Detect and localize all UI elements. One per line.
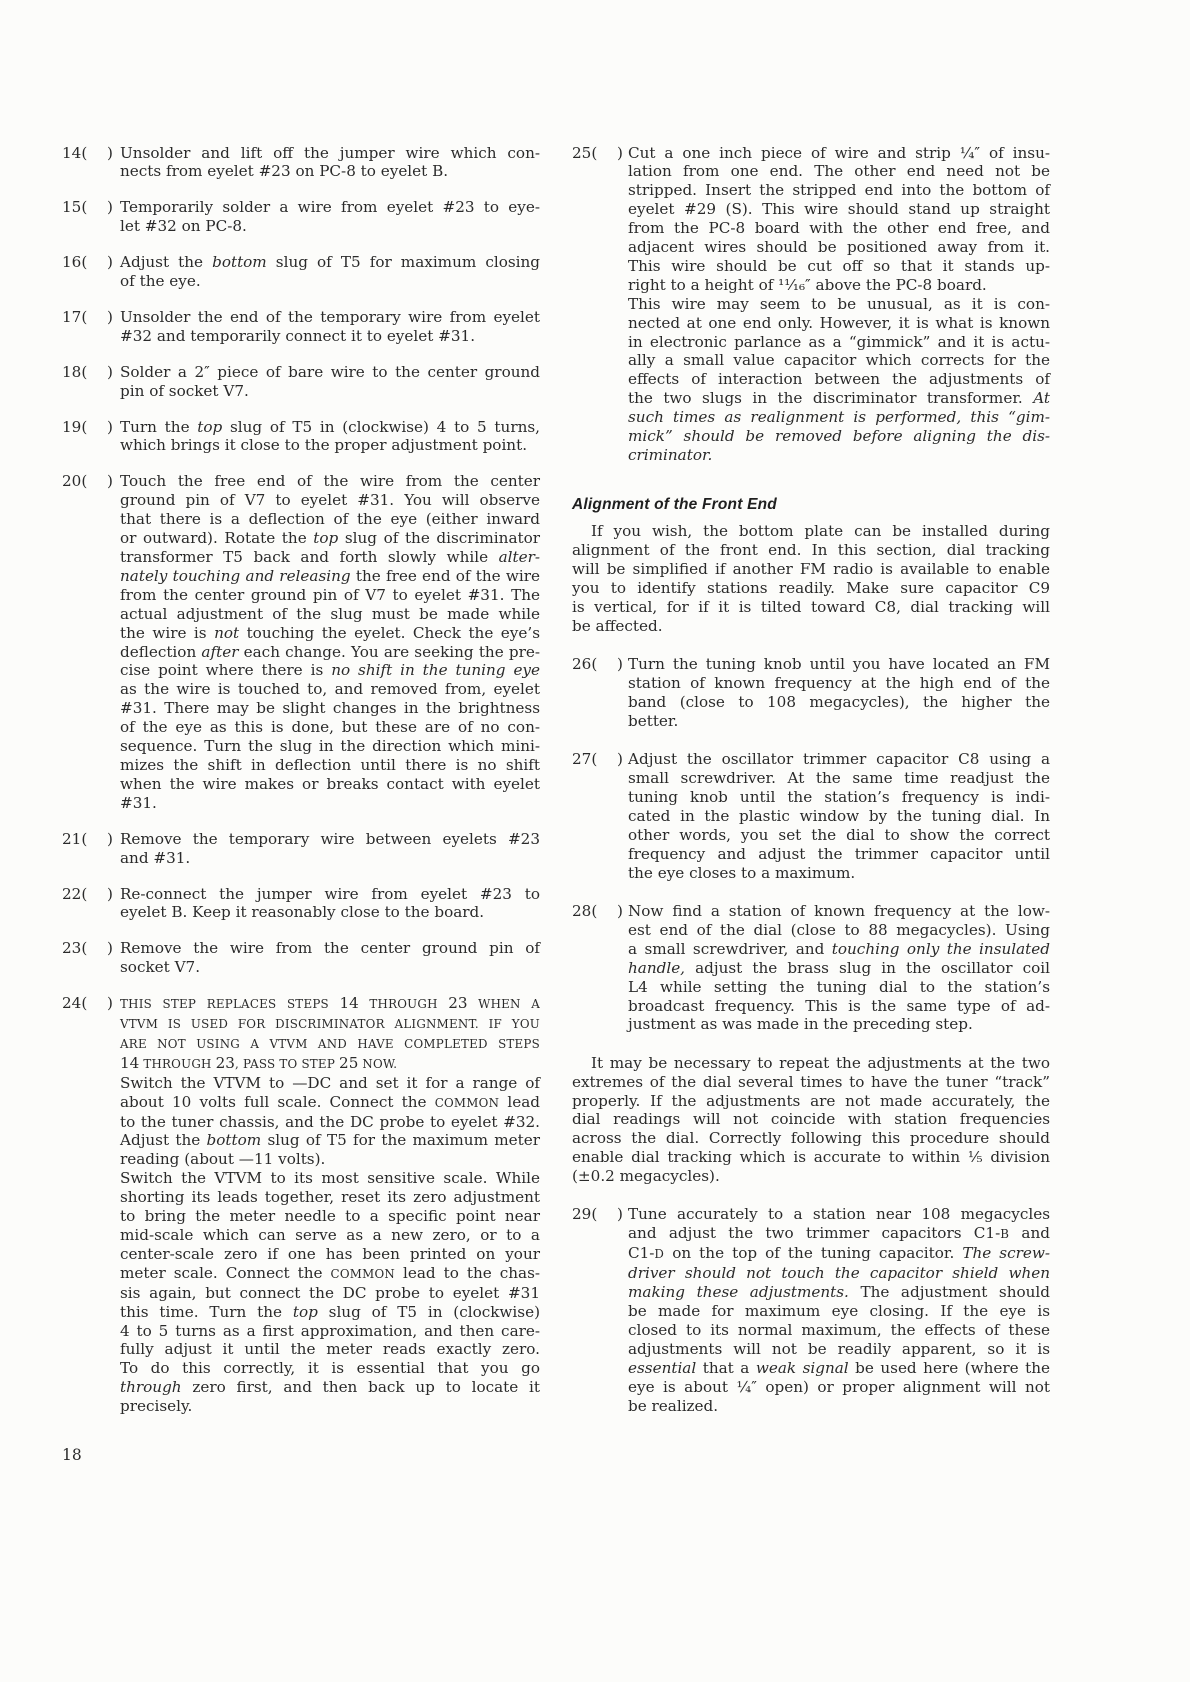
- text-segment: lead: [499, 1092, 541, 1111]
- paragraph: [120, 363, 540, 401]
- text-line: Now find a station of known frequency at the low-: [628, 901, 1050, 920]
- step-number: 21(: [62, 829, 88, 848]
- text-line: extremes of the dial several times to have the tuner “track”: [572, 1072, 1050, 1091]
- text-line: be realized.: [628, 1396, 719, 1415]
- text-line: adjacent wires should be positioned away from it.: [628, 238, 1050, 257]
- text-line: [628, 1244, 1050, 1264]
- checkbox-close-mark: ): [107, 829, 113, 848]
- text-segment: 14: [339, 994, 359, 1013]
- step-item: [62, 939, 540, 977]
- text-line: mid-scale which can serve as a new zero, or to a: [120, 1226, 540, 1244]
- small-caps-text: NOW.: [358, 1056, 398, 1071]
- paragraph: [120, 308, 540, 346]
- step-item: [62, 472, 540, 812]
- text-line: from the center ground pin of V7 to eyelet #31. The: [120, 585, 540, 604]
- text-line: sequence. Turn the slug in the direction which mini-: [120, 737, 540, 756]
- text-line: as the wire is touched to, and removed from, eyelet: [120, 680, 540, 699]
- text-line: [120, 624, 540, 643]
- text-line: [120, 1264, 540, 1284]
- text-line: fully adjust it until the meter reads exactly zero.: [120, 1340, 540, 1359]
- text-line: justment as was made in the preceding step.: [628, 1015, 973, 1034]
- step-number: 20(: [62, 472, 88, 491]
- paragraph-text: [572, 522, 1050, 635]
- text-line: of the eye.: [120, 272, 201, 291]
- step-item: [572, 1205, 1050, 1415]
- text-line: let #32 on PC-8.: [120, 217, 247, 236]
- text-segment: slug of T5 for the maximum meter: [261, 1131, 540, 1150]
- checkbox-close-mark: ): [107, 939, 113, 958]
- text-line: that there is a deflection of the eye (either inward: [120, 510, 540, 529]
- small-caps-text: THROUGH: [358, 997, 449, 1012]
- step-item: [62, 830, 540, 868]
- text-line: better.: [628, 711, 679, 730]
- step-number: 26(: [572, 655, 598, 674]
- paragraph: [572, 1054, 1050, 1186]
- paragraph: [628, 1205, 1050, 1415]
- paragraph: [120, 253, 540, 291]
- text-line: #31.: [120, 793, 157, 812]
- italic-text: after: [201, 642, 239, 661]
- step-number: 28(: [572, 901, 598, 920]
- text-line: be affected.: [572, 616, 663, 635]
- text-line: 4 to 5 turns as a first approximation, and then care-: [120, 1321, 540, 1340]
- text-segment: 23: [215, 1053, 235, 1072]
- text-line: center-scale zero if one has been printed on your: [120, 1244, 540, 1263]
- step-number: 27(: [572, 750, 598, 769]
- step-text: [628, 655, 1050, 731]
- text-line: Adjust the oscillator trimmer capacitor C8 using a: [628, 750, 1050, 769]
- text-line: [628, 446, 1050, 465]
- text-line: across the dial. Correctly following this procedure should: [572, 1129, 1050, 1148]
- paragraph: [120, 830, 540, 868]
- text-segment: lead to the chas-: [395, 1263, 540, 1282]
- italic-text: not: [214, 623, 240, 642]
- text-line: frequency and adjust the trimmer capacitor until: [628, 844, 1050, 863]
- text-line: alignment of the front end. In this section, dial tracking: [572, 541, 1050, 560]
- small-caps-text: B: [1000, 1227, 1010, 1242]
- italic-text: touching only the insulated: [831, 939, 1050, 958]
- text-line: reading (about —11 volts).: [120, 1150, 326, 1169]
- text-line: [120, 1054, 540, 1074]
- text-line: [120, 1034, 540, 1054]
- paragraph: [572, 522, 1050, 635]
- text-line: Switch the VTVM to its most sensitive scale. While: [120, 1169, 540, 1188]
- step-text: [120, 472, 540, 812]
- step-number: 29(: [572, 1205, 598, 1224]
- text-segment: The adjustment should: [848, 1283, 1050, 1302]
- step-item: [62, 363, 540, 401]
- text-segment: or outward). Rotate the: [120, 529, 314, 548]
- checkbox-close-mark: ): [107, 884, 113, 903]
- text-line: ally a small value capacitor which corrects for the: [628, 351, 1050, 370]
- text-line: closed to its normal maximum, the effects of these: [628, 1320, 1050, 1339]
- text-line: Unsolder the end of the temporary wire from eyelet: [120, 307, 540, 326]
- text-line: of the eye as this is done, but these are of no con-: [120, 718, 540, 737]
- step-number: 22(: [62, 884, 88, 903]
- text-line: Unsolder and lift off the jumper wire which con-: [120, 143, 540, 162]
- text-line: ground pin of V7 to eyelet #31. You will observe: [120, 491, 540, 510]
- step-number: 25(: [572, 143, 598, 162]
- step-text: [120, 418, 540, 456]
- step-number: 19(: [62, 417, 88, 436]
- paragraph: [120, 144, 540, 182]
- text-line: right to a height of ¹¹⁄₁₆″ above the PC-8 board.: [628, 275, 987, 294]
- text-line: lation from one end. The other end need not be: [628, 162, 1050, 181]
- text-line: to the tuner chassis, and the DC probe to eyelet #32.: [120, 1112, 540, 1131]
- step-text: [120, 308, 540, 346]
- page-number: 18: [62, 1446, 82, 1464]
- step-item: [572, 902, 1050, 1034]
- text-line: est end of the dial (close to 88 megacycles). Using: [628, 920, 1050, 939]
- italic-text: no shift in the tuning eye: [331, 661, 540, 680]
- step-text: [120, 994, 540, 1416]
- text-line: Cut a one inch piece of wire and strip ¼″ of insu-: [628, 143, 1050, 162]
- checkbox-close-mark: ): [107, 307, 113, 326]
- step-text: [120, 939, 540, 977]
- text-line: [120, 1131, 540, 1150]
- text-segment: Adjust the: [120, 1131, 207, 1150]
- text-line: small screwdriver. At the same time readjust the: [628, 769, 1050, 788]
- checkbox-close-mark: ): [107, 198, 113, 217]
- paragraph: [120, 994, 540, 1074]
- text-line: eyelet B. Keep it reasonably close to the board.: [120, 903, 485, 922]
- italic-text: making these adjustments.: [628, 1283, 849, 1302]
- checkbox-close-mark: ): [107, 143, 113, 162]
- step-item: [572, 655, 1050, 731]
- step-number: 23(: [62, 939, 88, 958]
- paragraph: [120, 198, 540, 236]
- text-line: and #31.: [120, 848, 191, 867]
- text-line: broadcast frequency. This is the same type of ad-: [628, 996, 1050, 1015]
- italic-text: top: [292, 1302, 318, 1321]
- italic-text: driver should not touch the capacitor shield when: [628, 1264, 1050, 1283]
- text-line: nects from eyelet #23 on PC-8 to eyelet B.: [120, 162, 449, 181]
- text-line: dial readings will not coincide with station frequencies: [572, 1110, 1050, 1129]
- text-line: cated in the plastic window by the tuning dial. In: [628, 806, 1050, 825]
- small-caps-text: VTVM IS USED FOR DISCRIMINATOR ALIGNMENT. IF YOU: [120, 1017, 540, 1032]
- text-line: you to identify stations readily. Make sure capacitor C9: [572, 579, 1050, 598]
- text-line: Temporarily solder a wire from eyelet #23 to eye-: [120, 198, 540, 217]
- paragraph-block: [572, 522, 1050, 635]
- small-caps-text: WHEN A: [467, 997, 540, 1012]
- text-line: enable dial tracking which is accurate to within ⅕ division: [572, 1148, 1050, 1167]
- paragraph-block: [572, 1054, 1050, 1186]
- step-number: 24(: [62, 994, 88, 1013]
- paragraph: [628, 655, 1050, 731]
- text-line: sis again, but connect the DC probe to eyelet #31: [120, 1283, 540, 1302]
- text-line: is vertical, for if it is tilted toward C8, dial tracking will: [572, 598, 1050, 617]
- text-line: [120, 1093, 540, 1113]
- step-number: 16(: [62, 253, 88, 272]
- italic-text: such times as realignment is performed, this “gim-: [628, 408, 1050, 427]
- small-caps-text: THIS STEP REPLACES STEPS: [120, 997, 340, 1012]
- text-line: [628, 1359, 1050, 1378]
- paragraph: [628, 750, 1050, 882]
- paragraph: [628, 295, 1050, 465]
- italic-text: criminator.: [628, 446, 713, 464]
- text-segment: cise point where there is: [120, 661, 332, 680]
- text-segment: slug of T5 in (clockwise): [317, 1302, 540, 1321]
- text-segment: slug of T5 in (clockwise) 4 to 5 turns,: [222, 417, 540, 436]
- text-segment: a small screwdriver, and: [628, 939, 832, 958]
- italic-text: mick” should be removed before aligning the dis-: [628, 427, 1050, 446]
- text-segment: each change. You are seeking the pre-: [238, 642, 540, 661]
- step-item: [572, 144, 1050, 465]
- small-caps-text: COMMON: [330, 1266, 396, 1281]
- step-text: [120, 198, 540, 236]
- paragraph: [120, 885, 540, 923]
- text-line: [120, 643, 540, 662]
- text-line: #32 and temporarily connect it to eyelet #31.: [120, 326, 476, 345]
- text-line: Switch the VTVM to —DC and set it for a range of: [120, 1073, 540, 1092]
- step-text: [628, 750, 1050, 882]
- italic-text: through: [120, 1378, 182, 1397]
- italic-text: nately touching and releasing: [120, 566, 351, 585]
- step-item: [62, 198, 540, 236]
- text-line: [628, 389, 1050, 408]
- step-text: [120, 363, 540, 401]
- text-line: Tune accurately to a station near 108 megacycles: [628, 1205, 1050, 1224]
- text-line: Re-connect the jumper wire from eyelet #23 to: [120, 884, 540, 903]
- text-line: adjustments will not be readily apparent, so it is: [628, 1339, 1050, 1358]
- text-line: Solder a 2″ piece of bare wire to the center ground: [120, 362, 540, 381]
- italic-text: essential: [628, 1358, 697, 1377]
- text-line: station of known frequency at the high end of the: [628, 674, 1050, 693]
- checkbox-close-mark: ): [107, 472, 113, 491]
- text-line: nected at one end only. However, it is what is known: [628, 313, 1050, 332]
- paragraph: [628, 144, 1050, 295]
- italic-text: bottom: [206, 1131, 262, 1150]
- text-segment: adjust the brass slug in the oscillator coil: [685, 958, 1050, 977]
- italic-text: The screw-: [962, 1244, 1050, 1263]
- step-text: [120, 144, 540, 182]
- text-line: [120, 1303, 540, 1322]
- checkbox-close-mark: ): [617, 143, 623, 162]
- text-segment: C1-: [628, 1244, 655, 1263]
- text-line: to bring the meter needle to a specific point near: [120, 1207, 540, 1226]
- text-line: which brings it close to the proper adjustment point.: [120, 436, 528, 455]
- text-segment: meter scale. Connect the: [120, 1263, 331, 1282]
- text-segment: zero first, and then back up to locate it: [181, 1378, 540, 1397]
- text-line: mizes the shift in deflection until there is no shift: [120, 755, 540, 774]
- text-segment: be used here (where the: [848, 1358, 1050, 1377]
- text-segment: on the top of the tuning capacitor.: [664, 1244, 963, 1263]
- text-segment: that a: [696, 1358, 756, 1377]
- paragraph-text: [572, 1054, 1050, 1186]
- text-line: [120, 418, 540, 437]
- text-segment: the wire is: [120, 623, 215, 642]
- small-caps-text: COMMON: [434, 1095, 500, 1110]
- left-column: [62, 144, 540, 1417]
- text-line: This wire should be cut off so that it stands up-: [628, 256, 1050, 275]
- text-line: stripped. Insert the stripped end into the bottom of: [628, 181, 1050, 200]
- text-line: be made for maximum eye closing. If the eye is: [628, 1301, 1050, 1320]
- step-text: [120, 830, 540, 868]
- italic-text: bottom: [212, 253, 267, 272]
- italic-text: top: [313, 529, 339, 548]
- text-line: It may be necessary to repeat the adjustments at the two: [591, 1053, 1050, 1072]
- text-segment: slug of T5 for maximum closing: [266, 253, 540, 272]
- text-line: [628, 1224, 1050, 1244]
- text-line: socket V7.: [120, 958, 201, 977]
- text-line: [628, 1264, 1050, 1283]
- text-line: [120, 529, 540, 548]
- step-text: [628, 902, 1050, 1034]
- right-column: [572, 144, 1050, 1416]
- text-line: [120, 1014, 540, 1034]
- section-heading: Alignment of the Front End: [572, 496, 777, 514]
- text-line: [628, 1283, 1050, 1302]
- text-line: If you wish, the bottom plate can be installed during: [591, 522, 1050, 541]
- checkbox-close-mark: ): [107, 994, 113, 1013]
- text-line: shorting its leads together, reset its zero adjustment: [120, 1188, 540, 1207]
- text-line: [628, 408, 1050, 427]
- text-line: [120, 253, 540, 272]
- text-line: band (close to 108 megacycles), the higher the: [628, 693, 1050, 712]
- paragraph: [120, 1074, 540, 1170]
- text-line: when the wire makes or breaks contact with eyelet: [120, 774, 540, 793]
- text-segment: 23: [448, 994, 468, 1013]
- step-item: [62, 418, 540, 456]
- step-number: 15(: [62, 198, 88, 217]
- small-caps-text: THROUGH: [139, 1056, 216, 1071]
- text-segment: deflection: [120, 642, 202, 661]
- text-line: the eye closes to a maximum.: [628, 863, 856, 882]
- text-line: Touch the free end of the wire from the center: [120, 472, 540, 491]
- text-segment: and: [1009, 1224, 1050, 1243]
- italic-text: top: [197, 417, 223, 436]
- text-segment: slug of the discriminator: [338, 529, 541, 548]
- step-item: [62, 308, 540, 346]
- checkbox-close-mark: ): [617, 655, 623, 674]
- text-line: will be simplified if another FM radio is available to enable: [572, 560, 1050, 579]
- step-item: [62, 144, 540, 182]
- text-segment: and adjust the two trimmer capacitors C1-: [628, 1224, 1001, 1243]
- paragraph: [120, 418, 540, 456]
- text-line: L4 while setting the tuning dial to the station’s: [628, 977, 1050, 996]
- text-segment: 14: [120, 1053, 140, 1072]
- italic-text: alter-: [498, 548, 540, 566]
- text-line: eye is about ¼″ open) or proper alignment will not: [628, 1377, 1050, 1396]
- text-line: eyelet #29 (S). This wire should stand up straight: [628, 200, 1050, 219]
- checkbox-close-mark: ): [617, 750, 623, 769]
- text-line: from the PC-8 board with the other end free, and: [628, 219, 1050, 238]
- step-item: [62, 885, 540, 923]
- text-segment: the two slugs in the discriminator transformer.: [628, 389, 1034, 408]
- italic-text: handle,: [628, 958, 686, 977]
- text-line: Remove the temporary wire between eyelets #23: [120, 829, 540, 848]
- step-item: [572, 750, 1050, 882]
- small-caps-text: ARE NOT USING A VTVM AND HAVE COMPLETED STEPS: [120, 1036, 540, 1051]
- checkbox-close-mark: ): [107, 417, 113, 436]
- text-line: Remove the wire from the center ground pin of: [120, 939, 540, 958]
- text-segment: the free end of the wire: [350, 566, 540, 585]
- text-segment: touching the eyelet. Check the eye’s: [239, 623, 540, 642]
- text-line: [120, 1378, 540, 1397]
- italic-text: At: [1033, 389, 1050, 408]
- text-line: tuning knob until the station’s frequency is indi-: [628, 788, 1050, 807]
- text-line: [120, 548, 540, 567]
- italic-text: weak signal: [755, 1358, 849, 1377]
- text-line: [120, 567, 540, 586]
- text-line: (±0.2 megacycles).: [572, 1167, 720, 1186]
- checkbox-close-mark: ): [107, 253, 113, 272]
- checkbox-close-mark: ): [107, 362, 113, 381]
- step-number: 14(: [62, 143, 88, 162]
- text-line: actual adjustment of the slug must be made while: [120, 604, 540, 623]
- text-line: This wire may seem to be unusual, as it is con-: [628, 294, 1050, 313]
- text-line: Turn the tuning knob until you have located an FM: [628, 655, 1050, 674]
- step-text: [628, 1205, 1050, 1415]
- text-segment: transformer T5 back and forth slowly while: [120, 548, 499, 566]
- step-number: 18(: [62, 362, 88, 381]
- text-line: properly. If the adjustments are not made accurately, the: [572, 1091, 1050, 1110]
- text-line: [628, 959, 1050, 978]
- step-item: [62, 994, 540, 1416]
- text-line: pin of socket V7.: [120, 381, 249, 400]
- text-line: in electronic parlance as a “gimmick” and it is actu-: [628, 332, 1050, 351]
- text-line: precisely.: [120, 1397, 193, 1416]
- step-text: [628, 144, 1050, 465]
- step-text: [120, 253, 540, 291]
- checkbox-close-mark: ): [617, 1205, 623, 1224]
- text-line: [628, 940, 1050, 959]
- text-line: other words, you set the dial to show the correct: [628, 825, 1050, 844]
- text-line: [628, 427, 1050, 446]
- text-line: #31. There may be slight changes in the brightness: [120, 699, 540, 718]
- small-caps-text: , PASS TO STEP: [234, 1056, 340, 1071]
- text-segment: Turn the: [120, 417, 198, 436]
- step-text: [120, 885, 540, 923]
- paragraph: [120, 939, 540, 977]
- text-line: [120, 994, 540, 1014]
- text-segment: about 10 volts full scale. Connect the: [120, 1092, 435, 1111]
- text-line: To do this correctly, it is essential that you go: [120, 1359, 540, 1378]
- text-line: effects of interaction between the adjustments of: [628, 370, 1050, 389]
- text-line: [120, 661, 540, 680]
- text-segment: this time. Turn the: [120, 1302, 293, 1321]
- step-number: 17(: [62, 307, 88, 326]
- text-segment: 25: [339, 1053, 359, 1072]
- paragraph: [120, 1169, 540, 1416]
- paragraph: [120, 472, 540, 812]
- text-segment: Adjust the: [120, 253, 213, 272]
- checkbox-close-mark: ): [617, 901, 623, 920]
- paragraph: [628, 902, 1050, 1034]
- small-caps-text: D: [654, 1247, 665, 1262]
- step-item: [62, 253, 540, 291]
